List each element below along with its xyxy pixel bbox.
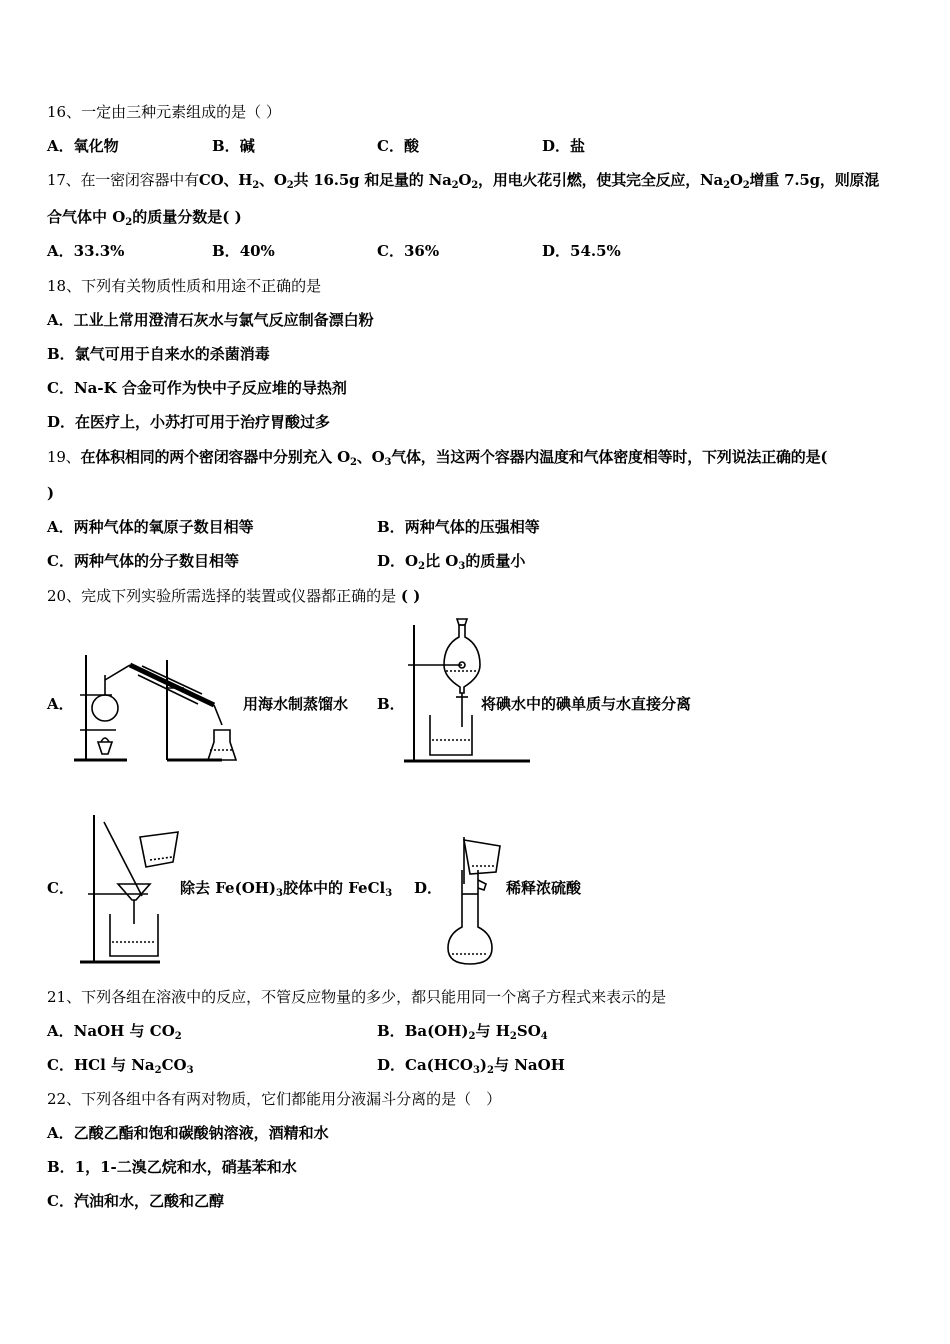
q19-option-a: A．两种气体的氧原子数目相等 bbox=[47, 518, 254, 536]
q20-option-a-label: A． bbox=[47, 695, 74, 713]
q17-option-c: C．36% bbox=[377, 242, 440, 260]
q20-option-a-text: 用海水制蒸馏水 bbox=[243, 695, 349, 713]
q21-option-c: C．HCl 与 $Na_2CO_3$ bbox=[47, 1056, 194, 1076]
q19-option-c: C．两种气体的分子数目相等 bbox=[47, 552, 239, 570]
q18-option-a: A．工业上常用澄清石灰水与氯气反应制备漂白粉 bbox=[47, 311, 374, 329]
q19-stem: 19、在体积相同的两个密闭容器中分别充入 $O_2$、$O_3$气体，当这两个容器内温度和气体密度相等时，下列说法正确的是( bbox=[47, 448, 828, 468]
q17-stem-line2: 合气体中 $O_2$的质量分数是( ) bbox=[47, 208, 242, 228]
q20-option-b-label: B． bbox=[377, 695, 405, 713]
q16-stem: 16、一定由三种元素组成的是（ ） bbox=[47, 103, 281, 121]
q20-option-d-text: 稀释浓硫酸 bbox=[506, 879, 582, 897]
q17-stem: 17、在一密闭容器中有CO、$H_2$、$O_2$共 16.5g 和足量的 $Na_2O_2$，用电火花引燃，使其完全反应，$Na_2O_2$增重 7.5g，则原混 bbox=[47, 171, 880, 191]
q21-option-d: D．$Ca(HCO_3)_2$与 NaOH bbox=[377, 1056, 565, 1076]
q16-option-c: C．酸 bbox=[377, 137, 419, 155]
q20-option-c-text: 除去 $Fe(OH)_3$胶体中的 FeCl$_3$ bbox=[180, 879, 393, 899]
q22-option-a: A．乙酸乙酯和饱和碳酸钠溶液，酒精和水 bbox=[47, 1124, 329, 1142]
q21-stem: 21、下列各组在溶液中的反应，不管反应物量的多少，都只能用同一个离子方程式来表示的是 bbox=[47, 988, 667, 1006]
q20-option-b-text: 将碘水中的碘单质与水直接分离 bbox=[481, 695, 692, 713]
q18-option-c: C．Na-K 合金可作为快中子反应堆的导热剂 bbox=[47, 379, 347, 397]
volumetric-flask-figure bbox=[442, 832, 508, 967]
q19-stem-line2: ) bbox=[47, 484, 55, 502]
q18-stem: 18、下列有关物质性质和用途不正确的是 bbox=[47, 277, 322, 295]
q22-option-c: C．汽油和水，乙酸和乙醇 bbox=[47, 1192, 224, 1210]
q20-stem: 20、完成下列实验所需选择的装置或仪器都正确的是 ( ) bbox=[47, 587, 421, 605]
q19-option-b: B．两种气体的压强相等 bbox=[377, 518, 540, 536]
separatory-funnel-figure bbox=[402, 615, 532, 765]
q16-option-a: A．氧化物 bbox=[47, 137, 119, 155]
q18-option-d: D．在医疗上，小苏打可用于治疗胃酸过多 bbox=[47, 413, 331, 431]
q18-option-b: B．氯气可用于自来水的杀菌消毒 bbox=[47, 345, 270, 363]
q21-option-a: A．NaOH 与 $CO_2$ bbox=[47, 1022, 182, 1042]
q22-option-b: B．1，1-二溴乙烷和水，硝基苯和水 bbox=[47, 1158, 297, 1176]
q16-option-b: B．碱 bbox=[212, 137, 255, 155]
q21-option-b: B．$Ba(OH)_2$与 $H_2SO_4$ bbox=[377, 1022, 548, 1042]
q19-option-d: D．$O_2$比 $O_3$的质量小 bbox=[377, 552, 526, 572]
q22-stem: 22、下列各组中各有两对物质，它们都能用分液漏斗分离的是（ ） bbox=[47, 1090, 502, 1108]
filtration-apparatus-figure bbox=[78, 812, 188, 967]
q17-option-b: B．40% bbox=[212, 242, 275, 260]
q20-option-d-label: D． bbox=[414, 879, 443, 897]
q16-option-d: D．盐 bbox=[542, 137, 586, 155]
q20-option-c-label: C． bbox=[47, 879, 74, 897]
distillation-apparatus-figure bbox=[72, 650, 244, 765]
q17-option-a: A．33.3% bbox=[47, 242, 125, 260]
q17-option-d: D．54.5% bbox=[542, 242, 621, 260]
